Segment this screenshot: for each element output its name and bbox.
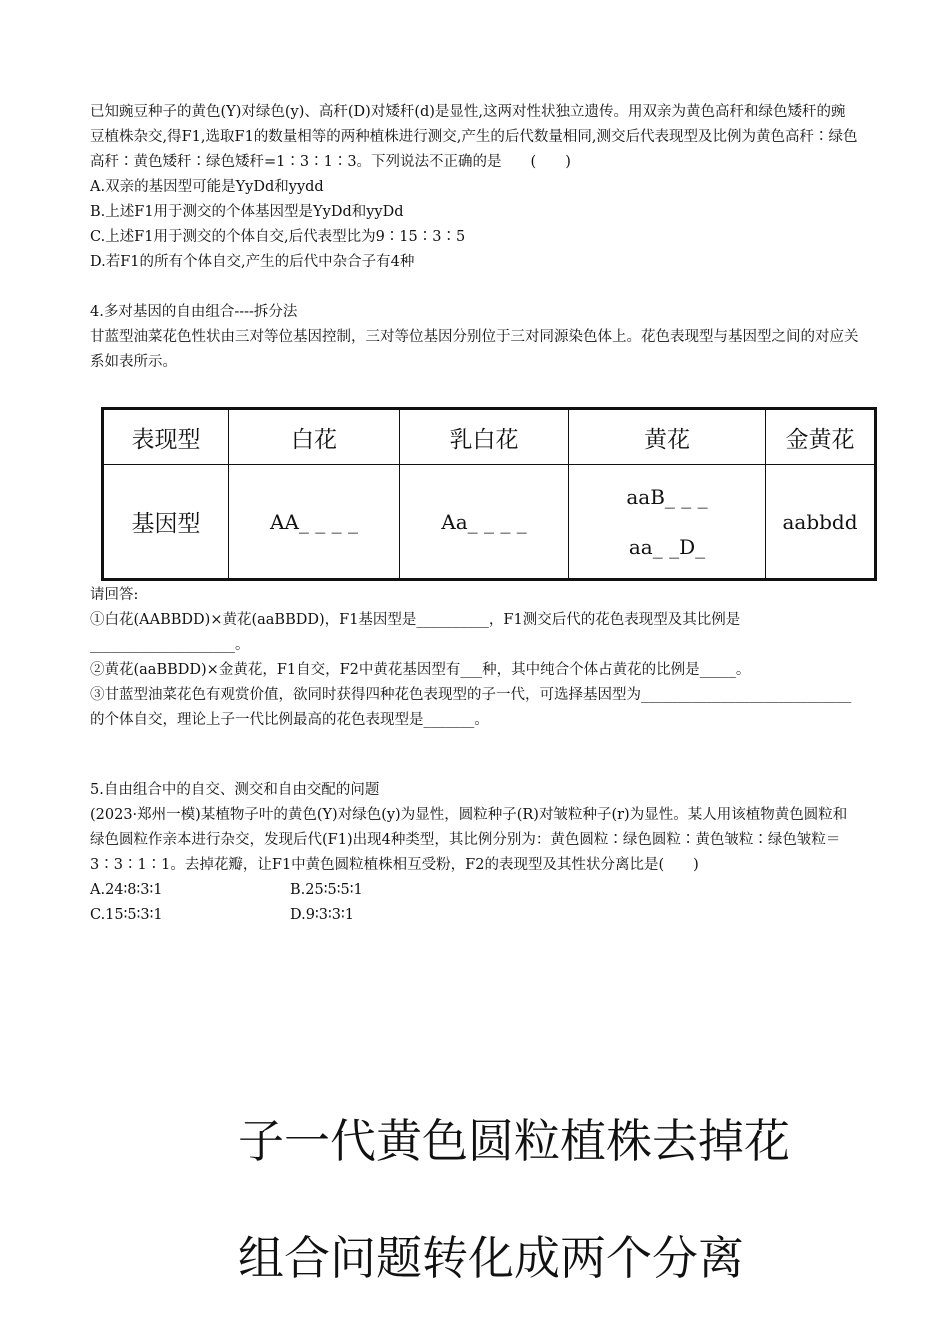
q5-options-row-2 bbox=[90, 903, 860, 928]
q4-title: 4.多对基因的自由组合----拆分法 bbox=[90, 304, 298, 320]
q3-option-c: C.上述F1用于测交的个体自交,后代表型比为9∶15∶3∶5 bbox=[90, 229, 466, 245]
q5-stem: (2023·郑州一模)某植物子叶的黄色(Y)对绿色(y)为显性，圆粒种子(R)对皱粒种子(r)为显性。某人用该植物黄色圆粒和绿色圆粒作亲本进行杂交，发现后代(F1)出现4种类型，其比例分别为：黄色圆粒∶绿色圆粒∶黄色皱粒∶绿色皱粒＝3∶3∶1∶1。去掉花瓣，让F1中黄色圆粒植株相互受粉，F2的表现型及其性状分离比是( ) bbox=[90, 807, 848, 873]
q3-option-d: D.若F1的所有个体自交,产生的后代中杂合子有4种 bbox=[90, 254, 415, 270]
header-milky: 乳白花 bbox=[400, 409, 569, 465]
q5-option-a: A.24∶8∶3∶1 bbox=[90, 882, 163, 898]
q5-option-c: C.15∶5∶3∶1 bbox=[90, 907, 163, 923]
table-header-row bbox=[103, 409, 876, 465]
table-genotype-row bbox=[103, 465, 876, 580]
cell-yellow-2: aa_ _D_ bbox=[628, 534, 706, 559]
row-label-genotype: 基因型 bbox=[103, 465, 229, 580]
header-golden: 金黄花 bbox=[766, 409, 876, 465]
q4-sub1: ①白花(AABBDD)×黄花(aaBBDD)，F1基因型是__________，F1测交后代的花色表现型及其比例是____________________。 bbox=[90, 612, 741, 653]
cell-white: AA_ _ _ _ bbox=[229, 465, 400, 580]
q4-sub2: ②黄花(aaBBDD)×金黄花，F1自交，F2中黄花基因型有___种，其中纯合个体占黄花的比例是_____。 bbox=[90, 662, 751, 678]
q3-stem: 已知豌豆种子的黄色(Y)对绿色(y)、高秆(D)对矮秆(d)是显性,这两对性状独立遗传。用双亲为黄色高秆和绿色矮秆的豌豆植株杂交,得F1,选取F1的数量相等的两种植株进行测交,产生的后代数量相同,测交后代表现型及比例为黄色高秆∶绿色高秆∶黄色矮秆∶绿色矮秆=1∶3∶1∶3。下列说法不正确的是 ( ) bbox=[90, 104, 858, 170]
cell-golden: aabbdd bbox=[766, 465, 876, 580]
q5-options-row-1 bbox=[90, 878, 860, 903]
q5-option-d: D.9∶3∶3∶1 bbox=[290, 907, 354, 923]
overlay-line-1: 子一代黄色圆粒植株去掉花 bbox=[238, 1114, 790, 1168]
q4-stem: 甘蓝型油菜花色性状由三对等位基因控制，三对等位基因分别位于三对同源染色体上。花色表现型与基因型之间的对应关系如表所示。 bbox=[90, 329, 859, 370]
overlay-line-2: 组合问题转化成两个分离 bbox=[238, 1231, 744, 1285]
spacer bbox=[90, 733, 860, 778]
q4-prompt: 请回答: bbox=[90, 587, 139, 603]
cell-yellow-1: aaB_ _ _ bbox=[626, 484, 708, 509]
q5-title: 5.自由组合中的自交、测交和自由交配的问题 bbox=[90, 782, 380, 798]
header-white: 白花 bbox=[229, 409, 400, 465]
header-phenotype: 表现型 bbox=[103, 409, 229, 465]
header-yellow: 黄花 bbox=[569, 409, 766, 465]
cell-yellow bbox=[569, 465, 766, 580]
q3-option-b: B.上述F1用于测交的个体基因型是YyDd和yyDd bbox=[90, 204, 404, 220]
q3-option-a: A.双亲的基因型可能是YyDd和yydd bbox=[90, 179, 324, 195]
cell-milky: Aa_ _ _ _ bbox=[400, 465, 569, 580]
q5-option-b: B.25∶5∶5∶1 bbox=[290, 882, 363, 898]
genotype-table bbox=[101, 407, 877, 581]
q4-sub3: ③甘蓝型油菜花色有观赏价值，欲同时获得四种花色表现型的子一代，可选择基因型为_____________________________的个体自交，理论上子一代比例最高的花色表现型是_______。 bbox=[90, 687, 852, 728]
spacer bbox=[90, 275, 860, 300]
